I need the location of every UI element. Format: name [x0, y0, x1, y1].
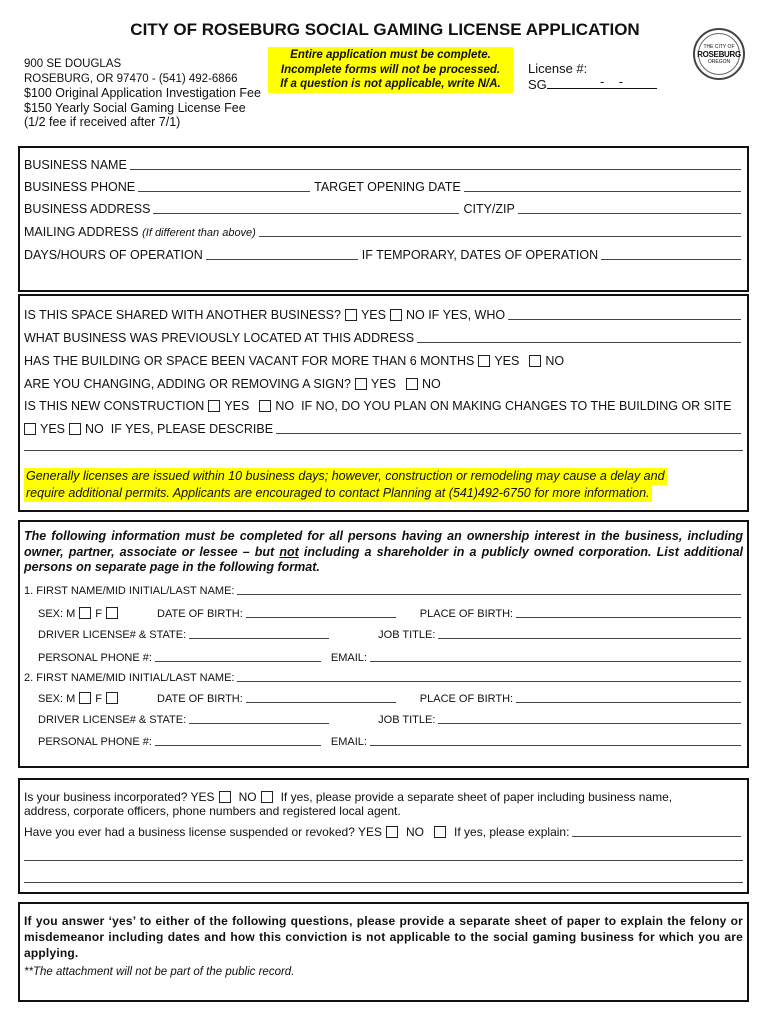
business-address-label: BUSINESS ADDRESS [24, 202, 151, 216]
mailing-address-field[interactable] [259, 227, 741, 237]
person1-name-label: 1. FIRST NAME/MID INITIAL/LAST NAME: [24, 585, 235, 597]
person1-job-label: JOB TITLE: [378, 629, 436, 641]
yes-label: YES [40, 422, 66, 436]
person2-female-checkbox[interactable] [106, 692, 118, 704]
explain-label: If yes, please explain: [454, 825, 570, 839]
no-label: NO [545, 354, 565, 368]
target-date-label: TARGET OPENING DATE [314, 180, 461, 194]
business-name-field[interactable] [130, 160, 741, 170]
describe-label: IF YES, PLEASE DESCRIBE [110, 422, 274, 436]
sg-label: SG - [528, 77, 547, 89]
person2-dl-field[interactable] [189, 714, 329, 724]
person1-dob-field[interactable] [246, 608, 396, 618]
processing-info-2 [24, 485, 652, 502]
processing-info [24, 468, 667, 485]
revoked-yes-checkbox[interactable] [386, 826, 398, 838]
person2-dl-label: DRIVER LICENSE# & STATE: [38, 714, 187, 726]
notice-line: Incomplete forms will not be processed. [280, 63, 501, 76]
notice-line: Entire application must be complete. [290, 49, 491, 61]
yes-label: YES [360, 308, 386, 322]
person1-pob-field[interactable] [516, 608, 741, 618]
business-address-field[interactable] [153, 204, 459, 214]
explain-field-line2[interactable] [24, 860, 743, 861]
person1-email-label: EMAIL: [330, 652, 367, 664]
person1-email-field[interactable] [370, 652, 741, 662]
revoked-question: Have you ever had a business license suspended or revoked? YES [24, 825, 383, 839]
previous-business-field[interactable] [417, 333, 741, 343]
sg-number-field[interactable] [547, 77, 657, 89]
person1-dl-label: DRIVER LICENSE# & STATE: [38, 629, 187, 641]
info-line: require additional permits. Applicants are encouraged to contact Planning at (541)492-6750 for more information. [26, 486, 650, 500]
vacant-no-checkbox[interactable] [529, 355, 541, 367]
no-label: NO [275, 399, 295, 413]
person1-pob-label: PLACE OF BIRTH: [419, 608, 514, 620]
public-record-note: **The attachment will not be part of the public record. [24, 966, 295, 978]
describe-field-line2[interactable] [24, 450, 743, 451]
temporary-label: IF TEMPORARY, DATES OF OPERATION [361, 248, 599, 262]
person1-phone-field[interactable] [155, 652, 321, 662]
person1-male-checkbox[interactable] [79, 607, 91, 619]
person1-female-checkbox[interactable] [106, 607, 118, 619]
mailing-note: (If different than above) [142, 227, 256, 239]
incorporated-yes-checkbox[interactable] [219, 791, 231, 803]
shared-yes-checkbox[interactable] [345, 309, 357, 321]
previous-business-question: WHAT BUSINESS WAS PREVIOUSLY LOCATED AT THIS ADDRESS [24, 331, 415, 345]
completion-notice [268, 47, 513, 93]
person2-pob-label: PLACE OF BIRTH: [419, 693, 514, 705]
vacant-yes-checkbox[interactable] [478, 355, 490, 367]
intro-not: not [279, 544, 299, 559]
incorporation-section [18, 778, 749, 894]
business-info-section [18, 146, 749, 292]
female-label: F [95, 608, 103, 620]
person1-job-field[interactable] [438, 629, 741, 639]
incorporated-instructions-2: address, corporate officers, phone numbers and registered local agent. [24, 804, 401, 818]
intro-text: The following information must be completed for all persons having an ownership interest in the business, including owner, partner, associate or lessee – but [24, 529, 743, 559]
person2-name-label: 2. FIRST NAME/MID INITIAL/LAST NAME: [24, 672, 235, 684]
license-label: License #: [528, 61, 588, 76]
no-label: NO [421, 377, 441, 391]
temporary-field[interactable] [601, 250, 741, 260]
person1-name-field[interactable] [237, 585, 741, 595]
incorporated-question: Is your business incorporated? YES [24, 790, 215, 804]
person2-sex-label: SEX: M [38, 693, 76, 705]
shared-question: IS THIS SPACE SHARED WITH ANOTHER BUSINESS? [24, 308, 341, 322]
ownership-section [18, 520, 749, 768]
yearly-fee: $150 Yearly Social Gaming License Fee [24, 100, 246, 115]
yes-label: YES [494, 354, 520, 368]
street: 900 SE DOUGLAS [24, 58, 122, 70]
sign-yes-checkbox[interactable] [355, 378, 367, 390]
no-ifyes-label: NO IF YES, WHO [405, 308, 506, 322]
seal-bottom-text: OREGON [707, 58, 731, 65]
person2-pob-field[interactable] [516, 693, 741, 703]
shared-no-checkbox[interactable] [390, 309, 402, 321]
space-section [18, 294, 749, 512]
half-fee-note: (1/2 fee if received after 7/1) [24, 115, 181, 129]
yes-label: YES [370, 377, 396, 391]
changes-question: IF NO, DO YOU PLAN ON MAKING CHANGES TO THE BUILDING OR SITE [301, 399, 732, 413]
person2-email-field[interactable] [370, 736, 741, 746]
target-date-field[interactable] [464, 182, 741, 192]
construction-no-checkbox[interactable] [259, 400, 271, 412]
business-phone-field[interactable] [138, 182, 310, 192]
business-phone-label: BUSINESS PHONE [24, 180, 136, 194]
no-label: NO [406, 825, 425, 839]
person1-dob-label: DATE OF BIRTH: [157, 608, 243, 620]
person2-dob-label: DATE OF BIRTH: [157, 693, 243, 705]
seal-name: ROSEBURG [697, 49, 741, 59]
office-address [24, 57, 261, 130]
no-label: NO [85, 422, 104, 436]
conviction-section [18, 902, 749, 1002]
notice-line: If a question is not applicable, write N/A. [280, 78, 501, 90]
person2-male-checkbox[interactable] [79, 692, 91, 704]
person2-phone-label: PERSONAL PHONE #: [38, 736, 152, 748]
cityzip-label: CITY/ZIP [463, 202, 515, 216]
person1-dl-field[interactable] [189, 629, 329, 639]
sign-no-checkbox[interactable] [406, 378, 418, 390]
changes-no-checkbox[interactable] [69, 423, 81, 435]
mailing-address-label: MAILING ADDRESS [24, 225, 139, 239]
person2-name-field[interactable] [237, 672, 741, 682]
hours-label: DAYS/HOURS OF OPERATION [24, 248, 203, 262]
person1-sex-label: SEX: M [38, 608, 76, 620]
changes-yes-checkbox[interactable] [24, 423, 36, 435]
revoked-no-checkbox[interactable] [434, 826, 446, 838]
seal-top-text: THE CITY OF [703, 43, 735, 50]
incorporated-instructions: If yes, please provide a separate sheet of paper including business name, [280, 790, 673, 804]
person2-job-label: JOB TITLE: [378, 714, 436, 726]
incorporated-no-checkbox[interactable] [261, 791, 273, 803]
person1-phone-label: PERSONAL PHONE #: [38, 652, 152, 664]
ownership-intro [24, 529, 743, 576]
license-number-area [528, 61, 657, 93]
original-fee: $100 Original Application Investigation Fee [24, 86, 261, 100]
yes-label: YES [224, 399, 250, 413]
person2-email-label: EMAIL: [330, 736, 367, 748]
female-label: F [95, 693, 103, 705]
intro-text: including a shareholder in a publicly owned corporation. List additional persons on separate page in the following format. [24, 544, 743, 574]
no-label: NO [238, 790, 257, 804]
construction-yes-checkbox[interactable] [208, 400, 220, 412]
cityzip-field[interactable] [518, 204, 741, 214]
page-title: CITY OF ROSEBURG SOCIAL GAMING LICENSE APPLICATION [130, 20, 640, 39]
describe-field[interactable] [276, 424, 741, 434]
city-phone: ROSEBURG, OR 97470 - (541) 492-6866 [24, 72, 238, 85]
info-line: Generally licenses are issued within 10 business days; however, construction or remodeling may cause a delay and [26, 469, 665, 483]
city-seal [693, 28, 745, 80]
person2-job-field[interactable] [438, 714, 741, 724]
vacant-question: HAS THE BUILDING OR SPACE BEEN VACANT FOR MORE THAN 6 MONTHS [24, 354, 475, 368]
person2-dob-field[interactable] [246, 693, 396, 703]
explain-field-line3[interactable] [24, 882, 743, 883]
explain-field[interactable] [572, 827, 741, 837]
person2-phone-field[interactable] [155, 736, 321, 746]
shared-who-field[interactable] [508, 310, 741, 320]
construction-question: IS THIS NEW CONSTRUCTION [24, 399, 205, 413]
hours-field[interactable] [206, 250, 358, 260]
conviction-instructions: If you answer ‘yes’ to either of the following questions, please provide a separate sheet of paper to explain the felony or misdemeanor including dates and how this conviction is not applicable to the social gaming business for which you are applying. [24, 914, 743, 960]
sign-question: ARE YOU CHANGING, ADDING OR REMOVING A SIGN? [24, 377, 351, 391]
business-name-label: BUSINESS NAME [24, 158, 127, 172]
